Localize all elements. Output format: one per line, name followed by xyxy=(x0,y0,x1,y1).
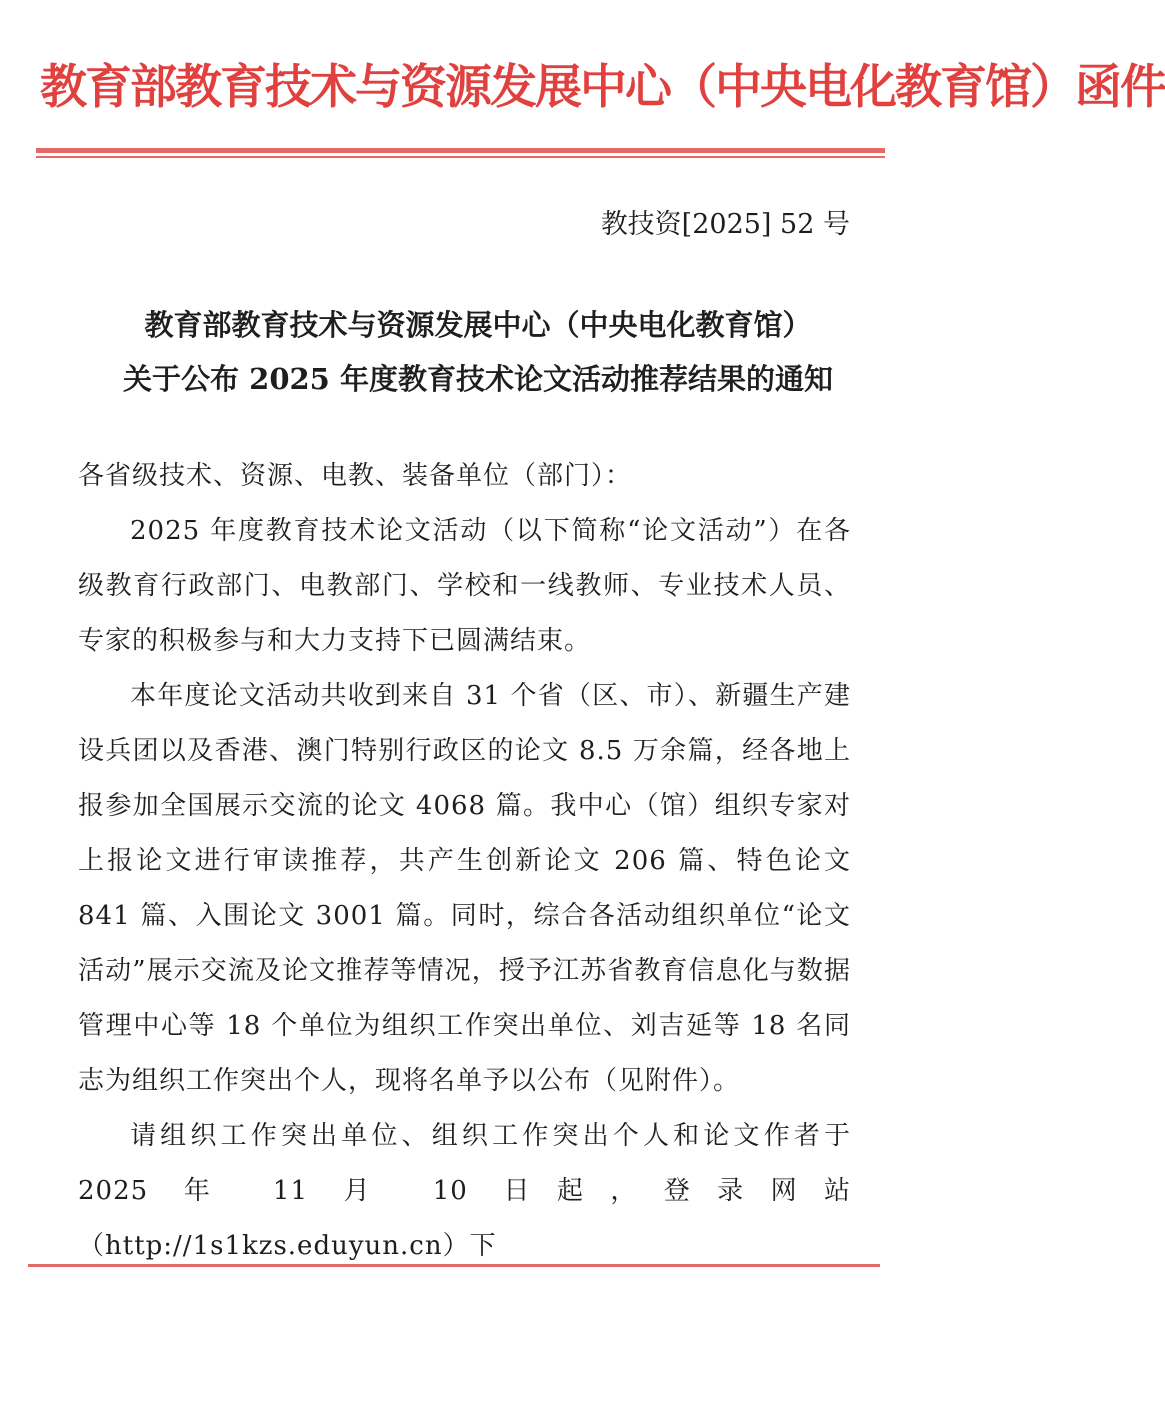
document-title-line-1: 教育部教育技术与资源发展中心（中央电化教育馆） xyxy=(144,308,812,342)
document-title-line-2: 关于公布 2025 年度教育技术论文活动推荐结果的通知 xyxy=(123,362,833,396)
body-paragraph-2: 本年度论文活动共收到来自 31 个省（区、市）、新疆生产建设兵团以及香港、澳门特别行政区的论文 8.5 万余篇，经各地上报参加全国展示交流的论文 4068 篇。我中心（馆）组织专家对上报论文进行审读推荐，共产生创新论文 206 篇、特色论文 841 篇、入围论文 3001 篇。同时，综合各活动组织单位“论文活动”展示交流及论文推荐等情况，授予江苏省教育信息化与数据管理中心等 18 个单位为组织工作突出单位、刘吉延等 18 名同志为组织工作突出个人，现将名单予以公布（见附件）。 xyxy=(78,681,851,1096)
document-number: 教技资[2025] 52 号 xyxy=(600,209,850,240)
letterhead-title: 教育部教育技术与资源发展中心（中央电化教育馆）函件 xyxy=(40,60,1165,115)
letterhead-rule-thick xyxy=(36,148,885,153)
body-paragraph-3: 请组织工作突出单位、组织工作突出个人和论文作者于 2025 年 11 月 10 日起，登录网站（http://1s1kzs.eduyun.cn）下 xyxy=(78,1121,851,1261)
document-title xyxy=(60,298,896,406)
body-paragraph-1: 2025 年度教育技术论文活动（以下简称“论文活动”）在各级教育行政部门、电教部门、学校和一线教师、专业技术人员、专家的积极参与和大力支持下已圆满结束。 xyxy=(78,516,851,656)
footer-rule xyxy=(28,1264,880,1267)
document-body xyxy=(78,449,851,1274)
letterhead-rule-thin xyxy=(36,156,885,158)
salutation: 各省级技术、资源、电教、装备单位（部门）： xyxy=(78,461,633,491)
